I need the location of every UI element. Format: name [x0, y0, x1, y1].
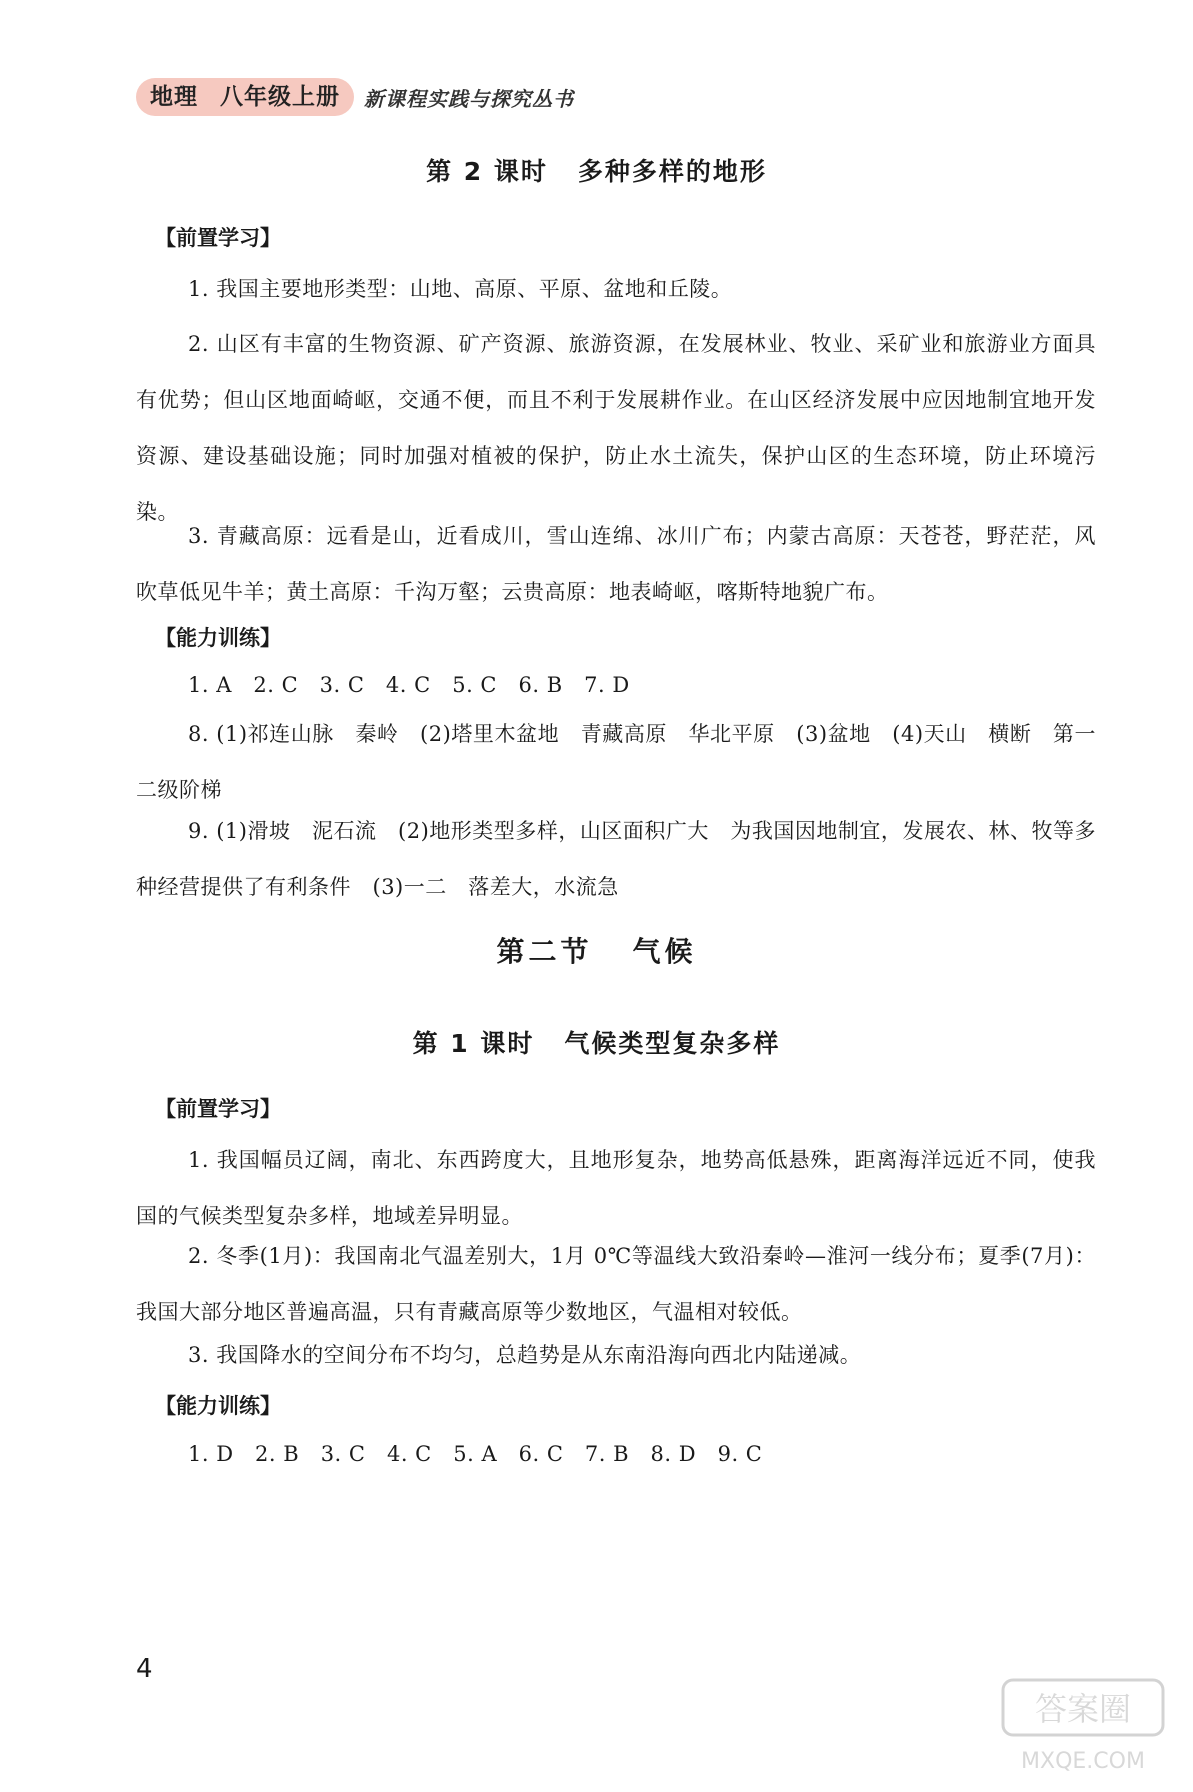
answer-paragraph: 1. A 2. C 3. C 4. C 5. C 6. B 7. D	[188, 673, 630, 697]
answer-paragraph: 1. 我国主要地形类型：山地、高原、平原、盆地和丘陵。	[188, 277, 733, 301]
section-name: 气候	[632, 935, 697, 968]
ability-training-tag: 【能力训练】	[155, 626, 281, 650]
subject-badge	[136, 78, 354, 116]
grade-label: 八年级上册	[220, 84, 340, 110]
section-number: 第二节	[496, 935, 593, 968]
watermark-url: MXQE.COM	[1021, 1749, 1145, 1774]
answer-paragraph: 3. 青藏高原：远看是山，近看成川，雪山连绵、冰川广布；内蒙古高原：天苍苍，野茫茫，风吹草低见牛羊；黄土高原：千沟万壑；云贵高原：地表崎岖，喀斯特地貌广布。	[136, 524, 1096, 604]
subject-label: 地理	[150, 84, 198, 110]
answer-paragraph: 8. (1)祁连山脉 秦岭 (2)塔里木盆地 青藏高原 华北平原 (3)盆地 (4)天山 横断 第一二级阶梯	[136, 722, 1096, 802]
answer-paragraph: 3. 我国降水的空间分布不均匀，总趋势是从东南沿海向西北内陆递减。	[188, 1343, 862, 1367]
lesson-1-number: 第 1 课时	[412, 1029, 535, 1058]
watermark-logo-text: 答案圈	[1034, 1690, 1132, 1728]
pre-study-tag: 【前置学习】	[155, 1097, 281, 1121]
series-label: 新课程实践与探究丛书	[364, 86, 574, 111]
answer-paragraph: 9. (1)滑坡 泥石流 (2)地形类型多样，山区面积广大 为我国因地制宜，发展农、林、牧等多种经营提供了有利条件 (3)一二 落差大，水流急	[136, 819, 1096, 899]
lesson-2-number: 第 2 课时	[426, 157, 548, 186]
answer-paragraph: 2. 冬季(1月)：我国南北气温差别大，1月 0℃等温线大致沿秦岭—淮河一线分布；夏季(7月)：我国大部分地区普遍高温，只有青藏高原等少数地区，气温相对较低。	[136, 1244, 1096, 1324]
ability-training-tag: 【能力训练】	[155, 1394, 281, 1418]
page-header	[136, 78, 574, 116]
answer-paragraph: 2. 山区有丰富的生物资源、矿产资源、旅游资源，在发展林业、牧业、采矿业和旅游业方面具有优势；但山区地面崎岖，交通不便，而且不利于发展耕作业。在山区经济发展中应因地制宜地开发资源、建设基础设施；同时加强对植被的保护，防止水土流失，保护山区的生态环境，防止环境污染。	[136, 332, 1096, 524]
lesson-2-title	[0, 152, 1193, 188]
lesson-1-name: 气候类型复杂多样	[564, 1029, 781, 1058]
answer-paragraph: 1. 我国幅员辽阔，南北、东西跨度大，且地形复杂，地势高低悬殊，距离海洋远近不同，使我国的气候类型复杂多样，地域差异明显。	[136, 1148, 1096, 1228]
section-title	[0, 930, 1193, 970]
page-number: 4	[136, 1654, 153, 1684]
pre-study-tag: 【前置学习】	[155, 226, 281, 250]
lesson-1-title	[0, 1024, 1193, 1060]
watermark-logo	[993, 1672, 1173, 1782]
lesson-2-name: 多种多样的地形	[577, 157, 767, 186]
answer-paragraph: 1. D 2. B 3. C 4. C 5. A 6. C 7. B 8. D 9. C	[188, 1442, 763, 1466]
